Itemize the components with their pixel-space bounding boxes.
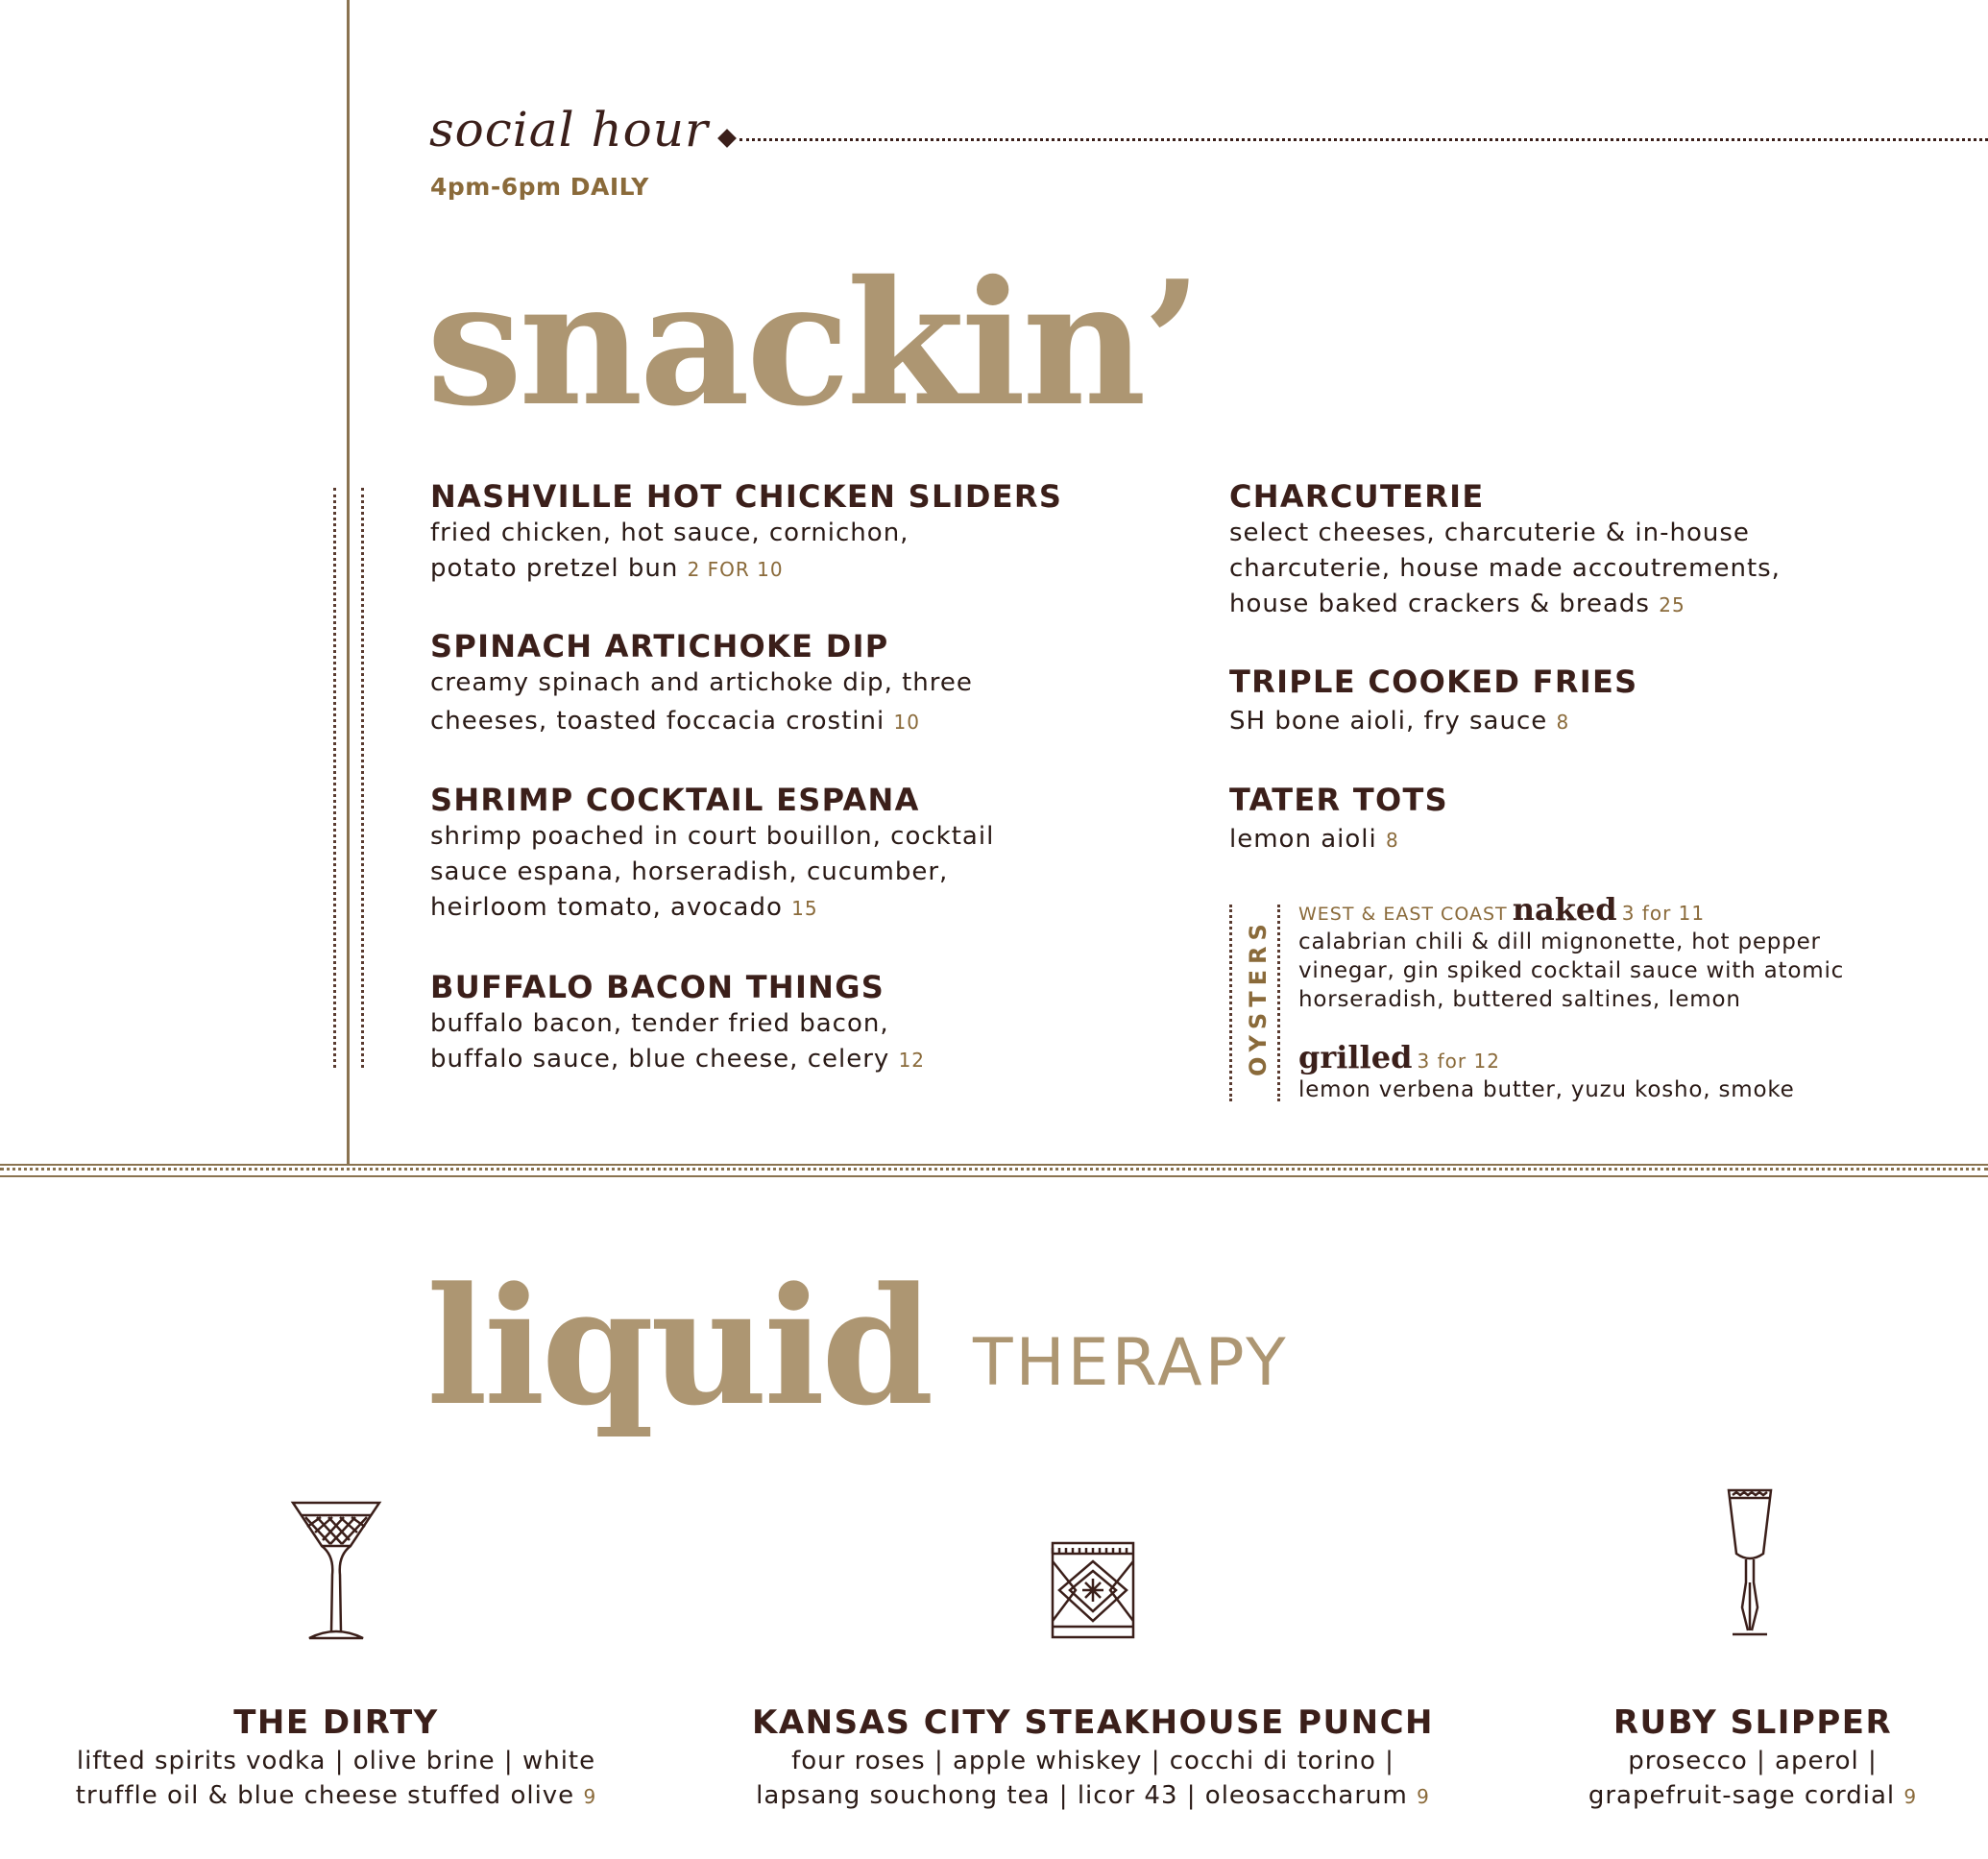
dotted-header-rule <box>739 138 1988 141</box>
item-desc: shrimp poached in court bouillon, cocktail <box>430 822 995 851</box>
liquid-heading: liquid <box>426 1251 931 1441</box>
dotted-side-rule-1 <box>333 488 336 1068</box>
social-hour-times: 4pm-6pm DAILY <box>430 173 649 201</box>
item-desc: fried chicken, hot sauce, cornichon, <box>430 519 909 547</box>
drink-price: 9 <box>1903 1785 1918 1808</box>
drink-desc: lifted spirits vodka | olive brine | white <box>76 1747 596 1775</box>
section-divider-top <box>0 1164 1988 1166</box>
item-desc: potato pretzel bun <box>430 554 679 583</box>
oysters-grilled <box>1298 1039 1795 1104</box>
item-desc: heirloom tomato, avocado <box>430 893 783 922</box>
item-desc: charcuterie, house made accoutrements, <box>1229 554 1781 583</box>
menu-item-nashville <box>430 477 1062 588</box>
drink-name: RUBY SLIPPER <box>1612 1703 1893 1742</box>
martini-glass-icon <box>288 1498 384 1642</box>
item-desc: house baked crackers & breads <box>1229 590 1650 618</box>
oysters-style-naked: naked <box>1512 891 1617 928</box>
item-name: NASHVILLE HOT CHICKEN SLIDERS <box>430 478 1063 515</box>
menu-item-fries <box>1229 663 1637 740</box>
snackin-heading: snackin’ <box>426 243 1199 444</box>
item-desc: SH bone aioli, fry sauce <box>1229 707 1548 736</box>
drink-kc-punch <box>709 1702 1477 1814</box>
drink-price: 9 <box>1417 1785 1430 1808</box>
item-price: 3 for 12 <box>1417 1050 1500 1073</box>
item-name: CHARCUTERIE <box>1229 478 1485 515</box>
oysters-style-grilled: grilled <box>1298 1039 1413 1075</box>
item-name: BUFFALO BACON THINGS <box>430 969 885 1005</box>
item-price: 10 <box>893 711 920 734</box>
menu-item-spinach-dip <box>430 627 973 740</box>
item-name: TRIPLE COOKED FRIES <box>1229 664 1638 700</box>
item-price: 12 <box>898 1049 926 1072</box>
drink-name: THE DIRTY <box>233 1703 439 1742</box>
item-name: SHRIMP COCKTAIL ESPANA <box>430 782 920 818</box>
social-hour-title: social hour <box>429 102 709 157</box>
drink-desc: truffle oil & blue cheese stuffed olive <box>75 1781 575 1810</box>
item-desc: cheeses, toasted foccacia crostini <box>430 707 885 736</box>
item-desc: buffalo bacon, tender fried bacon, <box>430 1009 889 1038</box>
menu-item-shrimp <box>430 781 994 927</box>
item-desc: horseradish, buttered saltines, lemon <box>1298 987 1741 1012</box>
drink-desc: grapefruit-sage cordial <box>1588 1781 1896 1810</box>
item-desc: lemon verbena butter, yuzu kosho, smoke <box>1298 1077 1795 1102</box>
vertical-divider <box>347 0 350 1165</box>
oysters-origin: WEST & EAST COAST <box>1298 904 1508 925</box>
item-name: SPINACH ARTICHOKE DIP <box>430 628 889 664</box>
item-price: 8 <box>1556 711 1570 734</box>
oysters-dotted-rule-2 <box>1277 905 1280 1101</box>
item-desc: vinegar, gin spiked cocktail sauce with atomic <box>1298 958 1845 983</box>
item-desc: lemon aioli <box>1229 825 1377 854</box>
drink-name: KANSAS CITY STEAKHOUSE PUNCH <box>752 1703 1434 1742</box>
champagne-flute-icon <box>1725 1486 1775 1640</box>
oysters-label: OYSTERS <box>1245 918 1272 1076</box>
diamond-ornament <box>717 129 737 148</box>
section-divider-dots <box>0 1168 1988 1171</box>
drink-price: 9 <box>583 1785 597 1808</box>
drink-the-dirty <box>38 1702 634 1814</box>
item-price: 2 FOR 10 <box>687 558 784 581</box>
oysters-dotted-rule-1 <box>1229 905 1232 1101</box>
drink-desc: prosecco | aperol | <box>1628 1747 1878 1775</box>
drink-desc: lapsang souchong tea | licor 43 | oleosaccharum <box>756 1781 1408 1810</box>
item-desc: calabrian chili & dill mignonette, hot pepper <box>1298 930 1821 954</box>
item-desc: select cheeses, charcuterie & in-house <box>1229 519 1750 547</box>
item-name: TATER TOTS <box>1229 782 1448 818</box>
item-desc: buffalo sauce, blue cheese, celery <box>430 1045 890 1074</box>
dotted-side-rule-2 <box>361 488 364 1068</box>
item-desc: creamy spinach and artichoke dip, three <box>430 668 973 697</box>
item-price: 15 <box>791 897 818 920</box>
item-price: 8 <box>1385 829 1399 852</box>
menu-item-charcuterie <box>1229 477 1781 623</box>
menu-item-tater-tots <box>1229 781 1448 858</box>
drink-desc: four roses | apple whiskey | cocchi di torino | <box>791 1747 1394 1775</box>
section-divider-bottom <box>0 1175 1988 1177</box>
item-price: 25 <box>1659 593 1685 616</box>
therapy-subheading: THERAPY <box>973 1325 1289 1401</box>
item-desc: sauce espana, horseradish, cucumber, <box>430 857 949 886</box>
oysters-naked <box>1298 891 1844 1014</box>
item-price: 3 for 11 <box>1621 902 1706 925</box>
menu-item-buffalo-bacon <box>430 968 925 1078</box>
drink-ruby-slipper <box>1537 1702 1969 1814</box>
rocks-glass-icon <box>1050 1540 1136 1640</box>
